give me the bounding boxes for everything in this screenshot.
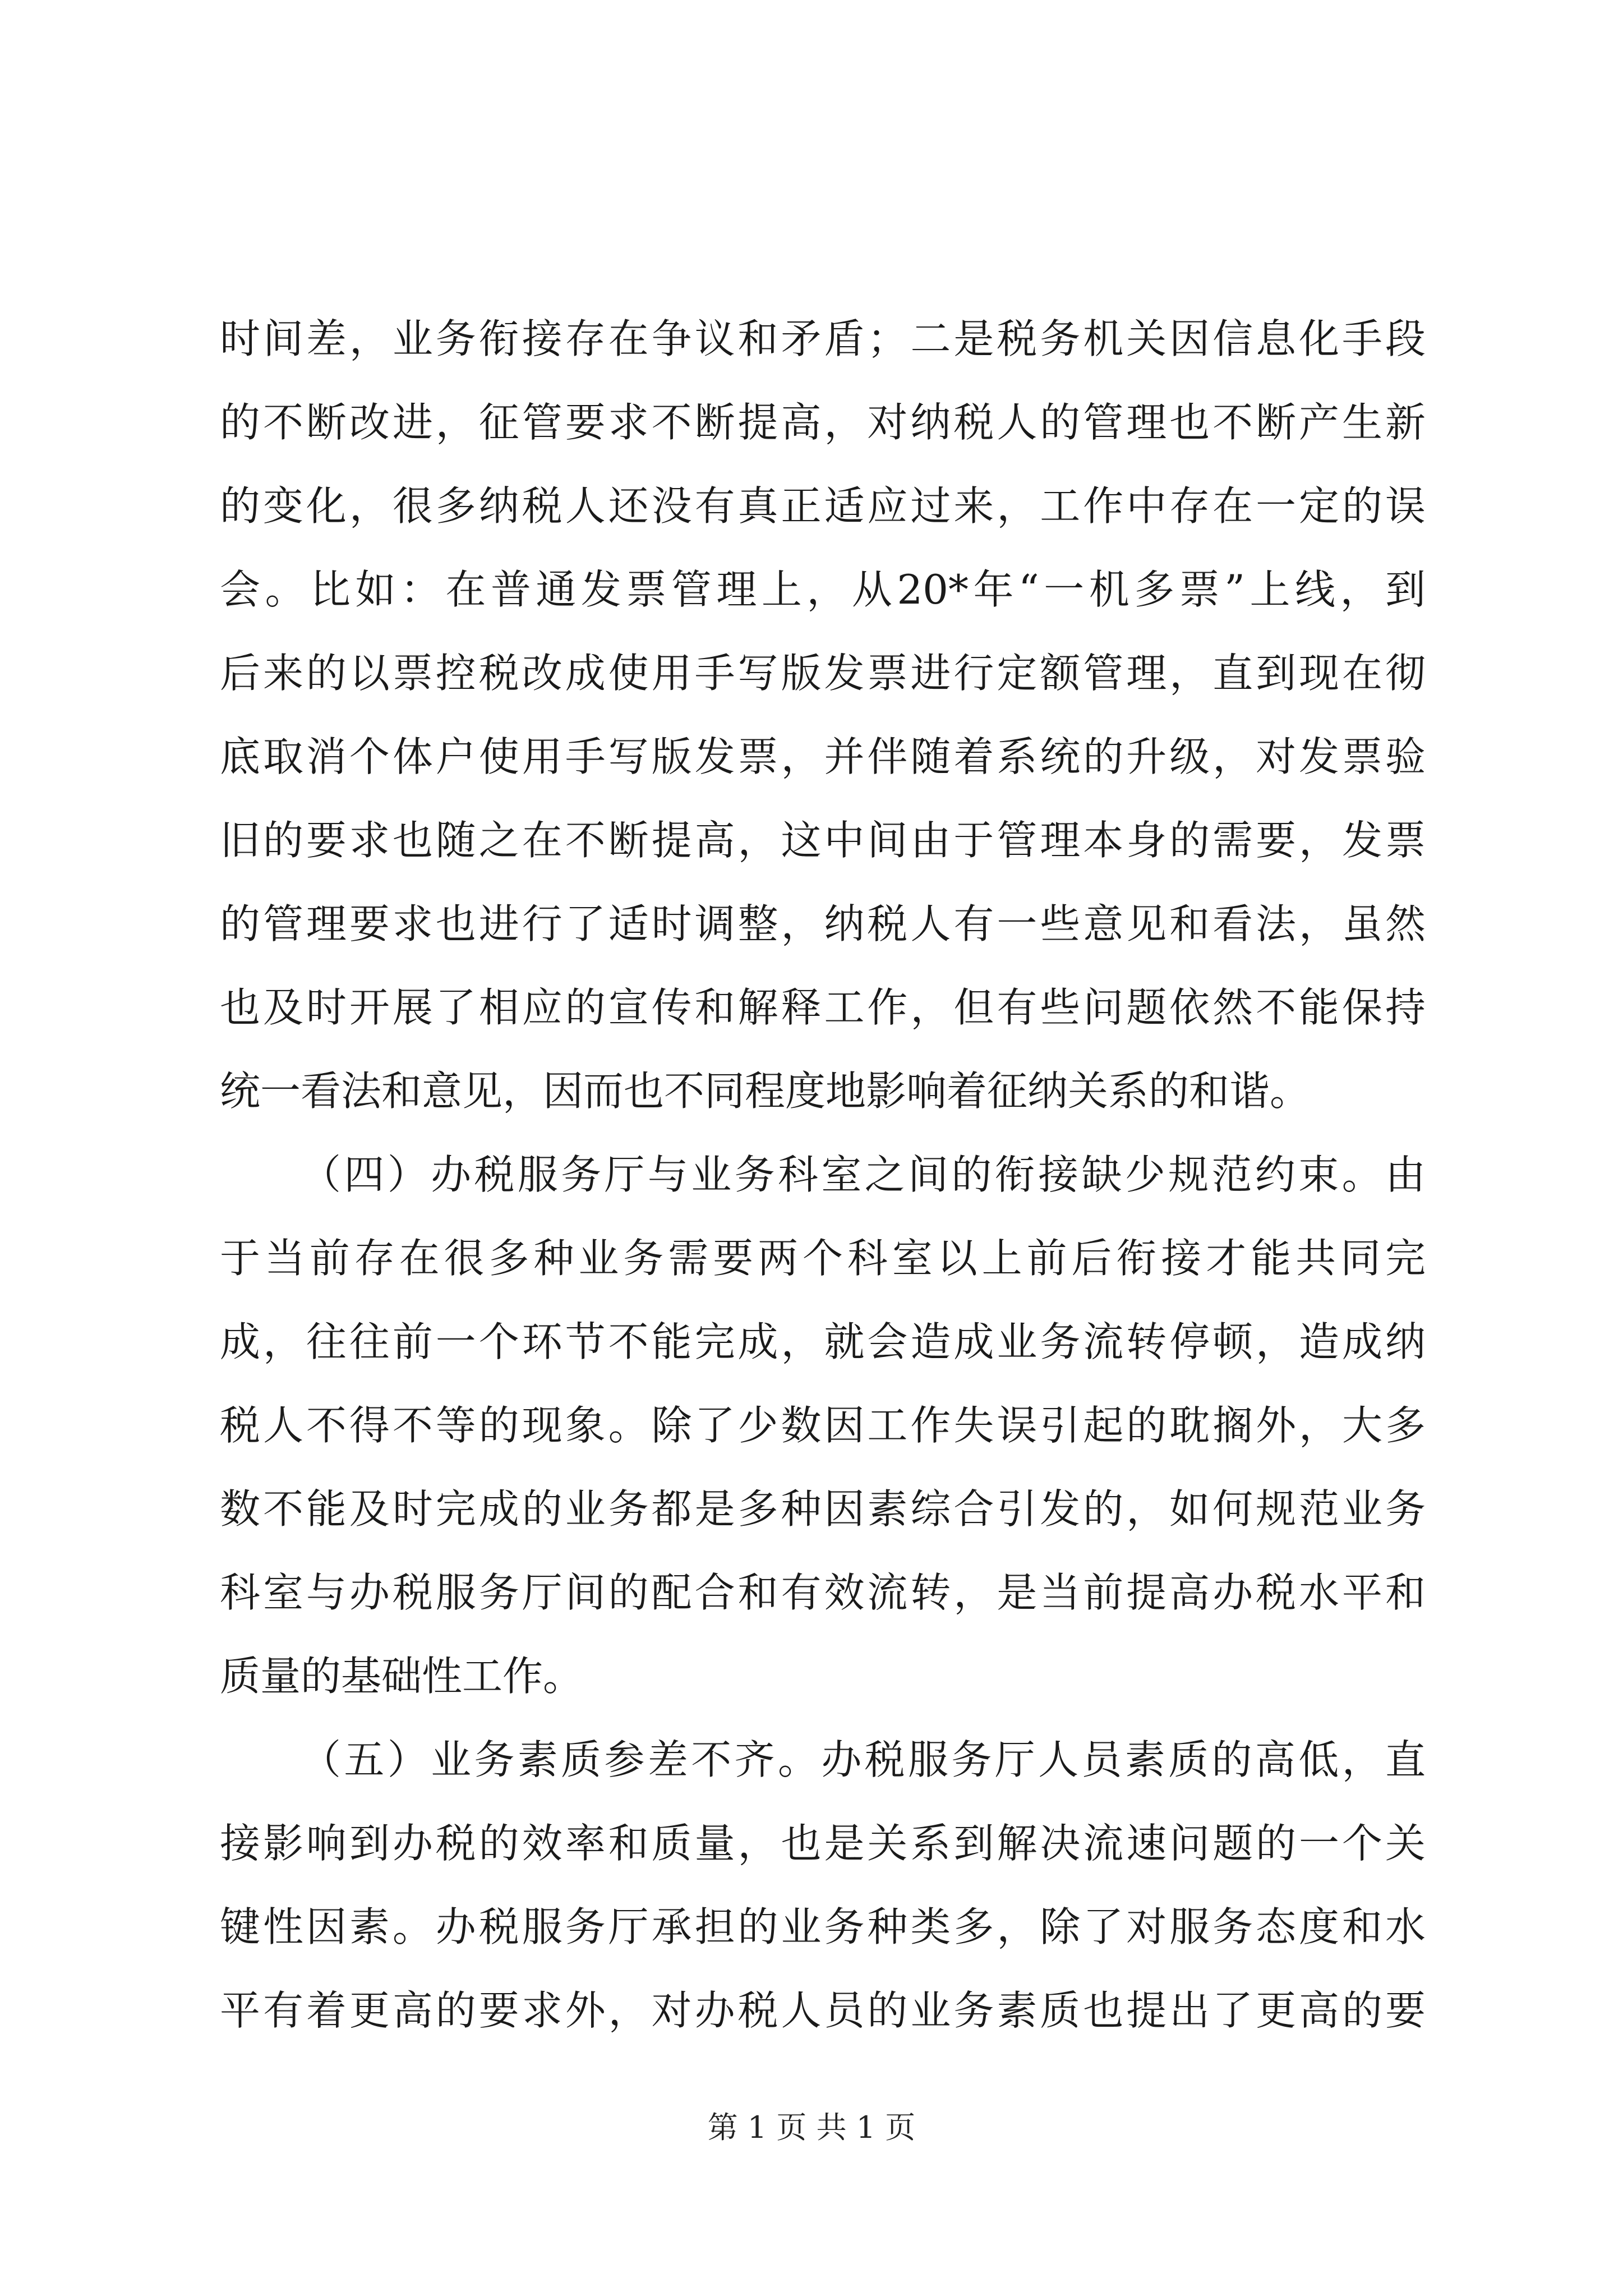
paragraph-3 (220, 1718, 1426, 2053)
text-line: 统一看法和意见，因而也不同程度地影响着征纳关系的和谐。 (220, 1068, 1311, 1115)
page-number-label: 第 1 页 共 1 页 (707, 2110, 916, 2145)
page-footer (0, 2104, 1623, 2147)
document-body (220, 297, 1426, 2053)
text-line: 的变化，很多纳税人还没有真正适应过来，工作中存在一定的误 (220, 482, 1426, 530)
text-line: 旧的要求也随之在不断提高，这中间由于管理本身的需要，发票 (220, 817, 1426, 864)
text-line: （五）业务素质参差不齐。办税服务厅人员素质的高低，直 (301, 1736, 1426, 1783)
text-line: 底取消个体户使用手写版发票，并伴随着系统的升级，对发票验 (220, 733, 1426, 780)
text-line: 后来的以票控税改成使用手写版发票进行定额管理，直到现在彻 (220, 650, 1426, 697)
text-line: 成，往往前一个环节不能完成，就会造成业务流转停顿，造成纳 (220, 1318, 1426, 1365)
text-line: 的不断改进，征管要求不断提高，对纳税人的管理也不断产生新 (220, 399, 1426, 446)
paragraph-1 (220, 297, 1426, 1133)
text-line: 质量的基础性工作。 (220, 1653, 584, 1700)
text-line: 税人不得不等的现象。除了少数因工作失误引起的耽搁外，大多 (220, 1402, 1426, 1449)
text-line: 数不能及时完成的业务都是多种因素综合引发的，如何规范业务 (220, 1485, 1426, 1533)
text-line: 时间差，业务衔接存在争议和矛盾；二是税务机关因信息化手段 (220, 315, 1426, 362)
text-line: 接影响到办税的效率和质量，也是关系到解决流速问题的一个关 (220, 1820, 1426, 1867)
text-line: 会。比如：在普通发票管理上，从20*年“一机多票”上线，到 (220, 566, 1426, 613)
text-line: 于当前存在很多种业务需要两个科室以上前后衔接才能共同完 (220, 1235, 1426, 1282)
paragraph-2 (220, 1133, 1426, 1718)
text-line: 科室与办税服务厅间的配合和有效流转，是当前提高办税水平和 (220, 1569, 1426, 1616)
text-line: （四）办税服务厅与业务科室之间的衔接缺少规范约束。由 (301, 1151, 1426, 1198)
text-line: 键性因素。办税服务厅承担的业务种类多，除了对服务态度和水 (220, 1903, 1426, 1950)
text-line: 平有着更高的要求外，对办税人员的业务素质也提出了更高的要 (220, 1987, 1426, 2034)
text-line: 的管理要求也进行了适时调整，纳税人有一些意见和看法，虽然 (220, 900, 1426, 947)
text-line: 也及时开展了相应的宣传和解释工作，但有些问题依然不能保持 (220, 984, 1426, 1031)
